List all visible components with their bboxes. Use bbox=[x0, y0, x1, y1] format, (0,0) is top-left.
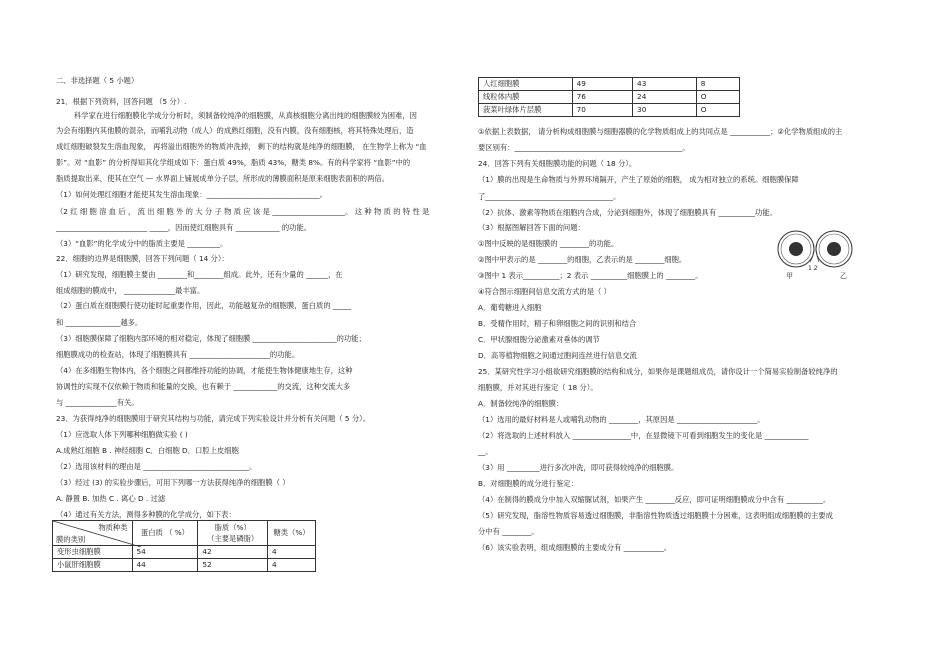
text-line: （5）研究发现，脂溶性物质容易透过细胞膜，非脂溶性物质透过细胞膜十分困难，这表明组成细胞膜的主要成 bbox=[478, 511, 833, 520]
text-line: 了___________________________________。 bbox=[478, 192, 621, 201]
cell: 线粒体内膜 bbox=[479, 91, 573, 104]
text-line: （4）在制得的膜成分中加入双缩脲试剂，如果产生 ________反应，即可证明细胞膜成分中含有 __________。 bbox=[478, 495, 831, 504]
text-line: 科学家在进行细胞膜化学成分分析时，须制备较纯净的细胞膜，从真核细胞分离出纯的细胞膜较为困难，因 bbox=[74, 111, 417, 120]
header-lipid-line1: 脂质（%） bbox=[214, 523, 251, 532]
text-line: A．葡萄糖进入细胞 bbox=[478, 303, 542, 312]
corner-bottom-label: 膜的类别 bbox=[56, 534, 86, 544]
text-line: A.成熟红细胞 B . 神经细胞 C．白细胞 D．口腔上皮细胞 bbox=[56, 446, 239, 455]
cell: 4 bbox=[268, 559, 316, 572]
cell: 44 bbox=[132, 559, 198, 572]
cell: 24 bbox=[633, 91, 697, 104]
text-line: 成红细胞破裂发生溶血现象， 再将溢出细胞外的物质冲洗掉， 剩下的结构就是纯净的细胞膜， 在生物学上称为 “血 bbox=[56, 142, 427, 151]
cell: 49 bbox=[572, 78, 632, 91]
header-sugar: 糖类（%） bbox=[268, 521, 316, 546]
text-line: 25．某研究性学习小组欲研究细胞膜的结构和成分，如果你是课题组成员，请你设计一个简易实验制备较纯净的 bbox=[478, 367, 838, 376]
header-lipid-line2: （主要是磷脂） bbox=[207, 534, 259, 543]
text-line: ③图中 1 表示__________；2 表示 __________细胞膜上的 ________。 bbox=[478, 271, 703, 280]
text-line: （2）将选取的上述材料放入 ________________中，在显微镜下可看到细胞发生的变化是 ____________ bbox=[478, 431, 809, 440]
table-row bbox=[53, 546, 316, 559]
text-line: （2）抗体、激素等物质在细胞内合成，分泌到细胞外，体现了细胞膜具有 __________功能。 bbox=[478, 208, 777, 217]
text-line: （2 红 细 胞 溶 血 后 ， 流 出 细 胞 外 的 大 分 子 物 质 应 该 是 ____________________。 这 种 物 质 的 特 性 是 bbox=[56, 207, 430, 216]
text-line: （1）应选取人体下列哪种细胞做实验 ( ) bbox=[56, 430, 188, 439]
cell: 8 bbox=[696, 78, 739, 91]
text-line: 21．根据下列资料，回答问题 （5 分）. bbox=[56, 97, 187, 106]
text-line: B．受精作用时，精子和卵细胞之间的识别和结合 bbox=[478, 319, 637, 328]
text-line: （3）用 _________进行多次冲洗，即可获得较纯净的细胞膜。 bbox=[478, 463, 679, 472]
header-lipid bbox=[198, 521, 268, 546]
cell: 菠菜叶绿体片层膜 bbox=[479, 104, 573, 117]
text-line: ②图中甲表示的是 ________的细胞，乙表示的是 ________细胞。 bbox=[478, 255, 687, 264]
text-line: （3）细胞膜保障了细胞内部环境的相对稳定，体现了细胞膜 _______________________的功能； bbox=[56, 334, 366, 343]
text-line: 24．回答下列有关细胞膜功能的问题（ 18 分）。 bbox=[478, 159, 637, 168]
text-line: 组成细胞的膜成中， ______________最丰富。 bbox=[56, 286, 205, 295]
text-line: 协调性的实现不仅依赖于物质和能量的交换，也有赖于 ____________的交流，这种交流大多 bbox=[56, 382, 351, 391]
text-line: 细胞膜成功的检查站，体现了细胞膜具有 ______________________的功能。 bbox=[56, 350, 300, 359]
text-line: B．对细胞膜的成分进行鉴定： bbox=[478, 479, 578, 488]
text-line: 为会有细胞内其他膜的混杂，而哺乳动物（成人）的成熟红细胞，没有内膜，没有细胞核，将其特殊处理后，造 bbox=[56, 126, 414, 135]
table-row bbox=[479, 78, 740, 91]
text-line: （3）经过 (3) 的实验步骤后，可用下列哪一方法获得纯净的细胞膜（ ） bbox=[56, 478, 290, 487]
text-line: A．制备较纯净的细胞膜： bbox=[478, 399, 564, 408]
cell: 70 bbox=[572, 104, 632, 117]
text-line: 要区别有：______________________________________________。 bbox=[478, 143, 690, 152]
text-line: C．甲状腺细胞分泌激素对垂体的调节 bbox=[478, 335, 600, 344]
text-line: D．高等植物细胞之间通过胞间连丝进行信息交流 bbox=[478, 351, 637, 360]
text-line: 二、非选择题（ 5 小题） bbox=[56, 76, 139, 85]
cell: 54 bbox=[132, 546, 198, 559]
text-line: ①图中反映的是细胞膜的 ________的功能。 bbox=[478, 239, 619, 248]
figure-label-yi: 乙 bbox=[840, 272, 847, 280]
cell-contact-figure bbox=[774, 226, 864, 284]
text-line: ①依据上表数据， 请分析构成细胞膜与细胞器膜的化学物质组成上的共同点是 ___________；②化学物质组成的主 bbox=[478, 127, 843, 136]
figure-label-jia: 甲 bbox=[786, 272, 793, 280]
cell: 变形虫细胞膜 bbox=[53, 546, 133, 559]
membrane-composition-table-continued bbox=[478, 77, 740, 117]
text-line: 和 _______________越多。 bbox=[56, 318, 143, 327]
table-row bbox=[479, 91, 740, 104]
text-line: （2）蛋白质在细胞膜行使功能时起重要作用，因此，功能越复杂的细胞膜，蛋白质的 _____ bbox=[56, 301, 352, 310]
cell: 人红细胞膜 bbox=[479, 78, 573, 91]
table-row bbox=[53, 559, 316, 572]
text-line: （3）“血影”的化学成分中的脂质主要是 _________。 bbox=[56, 239, 228, 248]
cell: 52 bbox=[198, 559, 268, 572]
text-line: __。 bbox=[478, 447, 493, 456]
text-line: 脂质提取出来，使其在空气 — 水界面上铺展成单分子层，所形成的薄膜面积是原来细胞表面积的两倍。 bbox=[56, 174, 389, 183]
text-line: （2）选用该材料的理由是 _____________________________。 bbox=[56, 462, 257, 471]
text-line: 22．细胞的边界是细胞膜，回答下列问题（ 14 分）： bbox=[56, 254, 229, 263]
cell: 76 bbox=[572, 91, 632, 104]
text-line: （1）如何处理红细胞才能使其发生溶血现象：_______________________________。 bbox=[56, 190, 327, 199]
text-line: 23．为获得纯净的细胞膜用于研究其结构与功能，请完成下列实验设计并分析有关问题（ 5 分）。 bbox=[56, 414, 371, 423]
text-line: （3）根据图解回答下面的问题： bbox=[478, 223, 585, 232]
text-line: _________________________ _____，因而使红细胞具有 ____________ 的功能。 bbox=[56, 223, 312, 232]
cell: 30 bbox=[633, 104, 697, 117]
text-line: （6）该实验表明，组成细胞膜的主要成分有 ___________。 bbox=[478, 543, 672, 552]
table-row bbox=[479, 104, 740, 117]
text-line: A. 静置 B. 加热 C . 离心 D . 过滤 bbox=[56, 494, 166, 503]
figure-label-numbers: 1 2 bbox=[808, 265, 818, 272]
cell: 小鼠肝细胞膜 bbox=[53, 559, 133, 572]
cell: 43 bbox=[633, 78, 697, 91]
header-protein: 蛋白质 （ %） bbox=[132, 521, 198, 546]
text-line: （4）在多细胞生物体内，各个细胞之间都维持功能的协调，才能使生物体健康地生存，这种 bbox=[56, 366, 353, 375]
text-line: 细胞膜，并对其进行鉴定（ 18 分）。 bbox=[478, 383, 598, 392]
text-line: ④符合图示细胞间信息交流方式的是（ ） bbox=[478, 287, 611, 296]
cell: 42 bbox=[198, 546, 268, 559]
text-line: 影”。对 “血影” 的分析得知其化学组成如下：蛋白质 49%，脂质 43%，糖类 8%。有的科学家将 “血影”中的 bbox=[56, 158, 411, 167]
corner-top-label: 物质种类 bbox=[98, 523, 128, 532]
text-line: （1）研究发现，细胞膜主要由 ________和________组成。此外，还有少量的 ______，在 bbox=[56, 270, 343, 279]
text-line: （1）选用的最好材料是人或哺乳动物的 ________，其原因是 ______________________。 bbox=[478, 415, 765, 424]
membrane-composition-table bbox=[52, 520, 316, 572]
cell: O bbox=[696, 91, 739, 104]
text-line: （1）膜的出现是生命物质与外界环境隔开，产生了原始的细胞， 成为相对独立的系统。细胞膜保障 bbox=[478, 175, 799, 184]
cell: 4 bbox=[268, 546, 316, 559]
text-line: 分中有 ________。 bbox=[478, 527, 539, 536]
text-line: （4）通过有关方法，测得多种膜的化学成分，如下表： bbox=[56, 510, 236, 519]
table-corner-cell bbox=[53, 521, 133, 546]
text-line: 与 ______________有关。 bbox=[56, 398, 139, 407]
cell: O bbox=[696, 104, 739, 117]
